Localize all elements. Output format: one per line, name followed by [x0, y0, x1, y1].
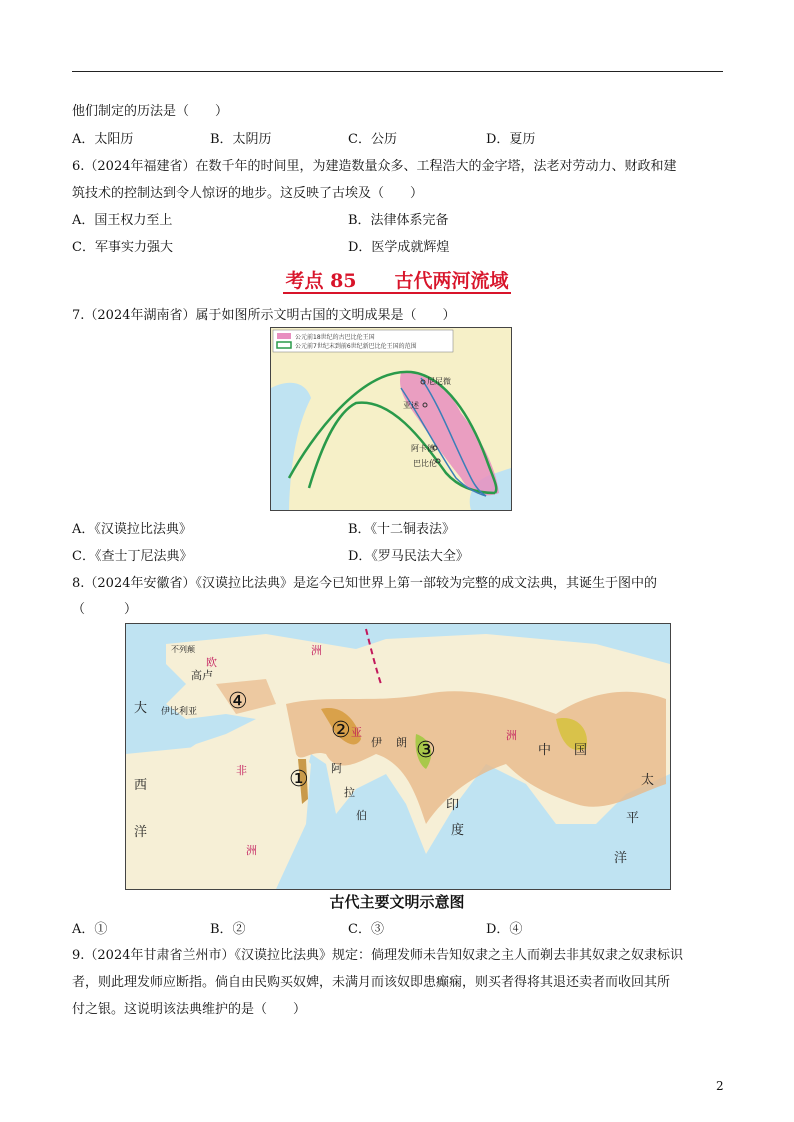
label-gaul: 高卢: [191, 669, 213, 682]
q7-option-a: A．《汉谟拉比法典》: [72, 522, 192, 537]
q8-stem-line1: 8.（2024年安徽省）《汉谟拉比法典》是迄今已知世界上第一部较为完整的成文法典，其诞生于图中的: [72, 576, 657, 591]
page-number: 2: [716, 1079, 724, 1093]
mediterranean-sea: [271, 383, 311, 510]
q6-option-b: B．法律体系完备: [348, 213, 449, 228]
marker-1: ①: [289, 767, 309, 792]
q5-option-d: D．夏历: [486, 132, 536, 147]
q8-option-d: D．④: [486, 922, 523, 937]
section-title: [0, 266, 794, 293]
q9-stem-line1: 9.（2024年甘肃省兰州市）《汉谟拉比法典》规定：倘理发师未告知奴隶之主人而剃去非其奴隶之奴隶标识: [72, 948, 683, 963]
marker-3: ③: [416, 738, 436, 763]
q5-option-c: C．公历: [348, 132, 397, 147]
label-britain: 不列颠: [171, 645, 195, 654]
label-asia-continent: 洲: [506, 729, 517, 742]
q6-stem-line1: 6.（2024年福建省）在数千年的时间里，为建造数量众多、工程浩大的金字塔，法老对劳动力、财政和建: [72, 159, 677, 174]
q7-option-c: C．《查士丁尼法典》: [72, 549, 193, 564]
label-iran-2: 朗: [396, 736, 407, 749]
q5-option-b: B．太阴历: [210, 132, 272, 147]
q7-stem: 7.（2024年湖南省）属于如图所示文明古国的文明成果是（ ）: [72, 308, 456, 323]
label-pacific-3: 洋: [614, 851, 628, 866]
q8-option-c: C．③: [348, 922, 384, 937]
city-nineveh: 尼尼微: [427, 377, 451, 386]
label-china-1: 中: [538, 743, 552, 758]
q5-tail: 他们制定的历法是（ ）: [72, 104, 229, 119]
q5-option-a: A．太阳历: [72, 132, 134, 147]
label-iberia: 伊比利亚: [161, 707, 198, 717]
q9-stem-line2: 者，则此理发师应断指。倘自由民购买奴婢，未满月而该奴即患癫痫，则买者得将其退还卖者而收回其所: [72, 975, 671, 990]
label-atlantic-2: 西: [134, 778, 148, 793]
city-assur: 亚述: [403, 401, 419, 410]
q6-option-a: A．国王权力至上: [72, 213, 173, 228]
label-europe: 欧: [206, 656, 217, 669]
label-china-2: 国: [574, 743, 588, 758]
label-asia: 亚: [351, 726, 362, 739]
label-arabia-3: 伯: [356, 809, 367, 822]
q8-option-b: B．②: [210, 922, 246, 937]
marker-4: ④: [228, 689, 248, 714]
legend-neo-babylon: 公元前7世纪末到前6世纪新巴比伦王国的范围: [295, 343, 417, 350]
label-atlantic-3: 洋: [134, 825, 148, 840]
label-europe-continent: 洲: [311, 644, 322, 657]
q7-option-b: B．《十二铜表法》: [348, 522, 456, 537]
mesopotamia-map: [270, 327, 512, 511]
label-arabia-2: 拉: [344, 786, 355, 799]
label-atlantic-1: 大: [134, 701, 148, 716]
section-title-text: 考点 85 古代两河流域: [285, 270, 509, 292]
q6-option-d: D．医学成就辉煌: [348, 240, 450, 255]
label-pacific-2: 平: [626, 811, 640, 826]
q9-stem-line3: 付之银。这说明该法典维护的是（ ）: [72, 1002, 307, 1017]
ancient-civilizations-map: [125, 623, 671, 890]
q6-option-c: C．军事实力强大: [72, 240, 173, 255]
label-india-2: 度: [451, 823, 465, 838]
label-africa-2: 洲: [246, 844, 257, 857]
label-iran-1: 伊: [371, 736, 382, 749]
label-africa-1: 非: [236, 764, 247, 777]
marker-2: ②: [331, 718, 351, 743]
label-pacific-1: 太: [641, 773, 655, 788]
legend-old-babylon: 公元前18世纪的古巴比伦王国: [295, 334, 375, 341]
city-akkad: 阿卡德: [411, 444, 435, 453]
header-rule: [72, 71, 723, 72]
q6-stem-line2: 筑技术的控制达到令人惊讶的地步。这反映了古埃及（ ）: [72, 186, 424, 201]
q8-stem-line2: （ ）: [72, 602, 138, 617]
city-babylon: 巴比伦: [413, 459, 437, 468]
label-india-1: 印: [446, 798, 460, 813]
map-caption: 古代主要文明示意图: [329, 893, 465, 911]
africa: [126, 744, 311, 889]
label-arabia-1: 阿: [331, 762, 342, 775]
q7-option-d: D．《罗马民法大全》: [348, 549, 469, 564]
q8-option-a: A．①: [72, 922, 108, 937]
